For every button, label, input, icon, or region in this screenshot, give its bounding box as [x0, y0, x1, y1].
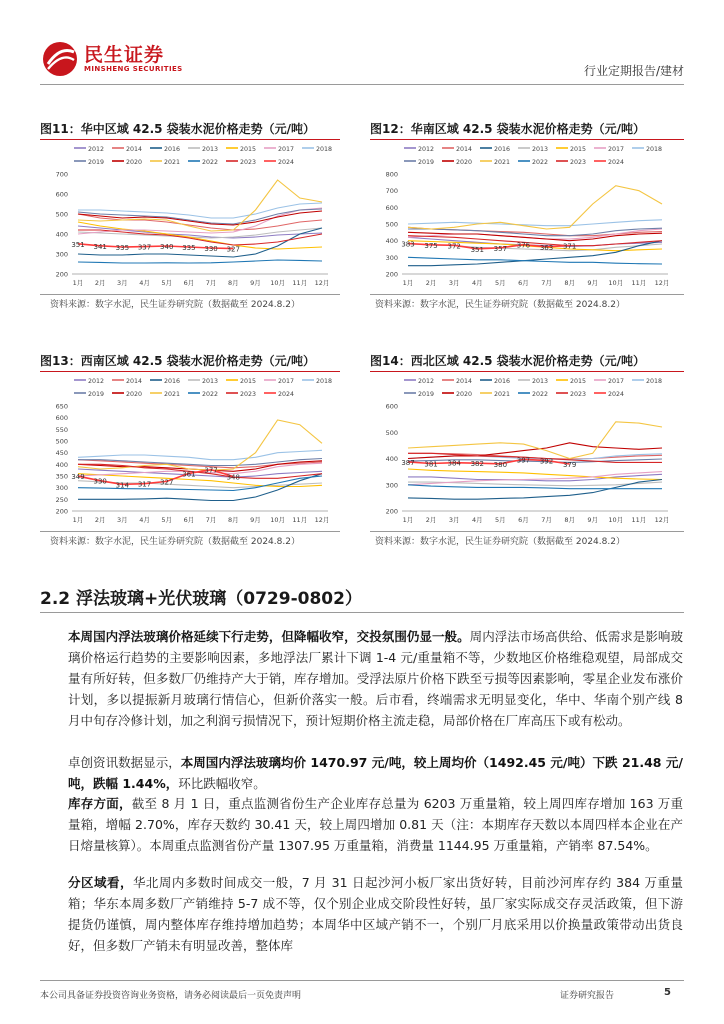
paragraph-4 — [68, 872, 683, 956]
legend-label-2017: 2017 — [608, 378, 625, 385]
legend-label-2023: 2023 — [570, 159, 587, 166]
y-tick-label: 650 — [55, 402, 68, 411]
paragraph-3 — [68, 793, 683, 856]
fig12-chart — [370, 142, 680, 292]
x-tick-label: 6月 — [518, 516, 529, 524]
x-tick-label: 10月 — [608, 516, 624, 524]
data-label-2024: 397 — [516, 456, 531, 465]
y-tick-label: 600 — [55, 414, 68, 423]
section-title: 2.2 浮法玻璃+光伏玻璃（0729-0802） — [40, 589, 362, 609]
data-label-2024: 387 — [401, 458, 415, 467]
paragraph-1 — [68, 626, 683, 731]
data-label-2024: 375 — [424, 241, 438, 250]
fig12-source: 资料来源：数字水泥，民生证券研究院（数据截至 2024.8.2） — [375, 300, 625, 310]
y-tick-label: 600 — [55, 190, 68, 199]
data-label-2024: 317 — [137, 480, 152, 489]
legend-label-2014: 2014 — [456, 146, 473, 153]
x-tick-label: 6月 — [183, 516, 195, 524]
data-label-2024: 341 — [93, 242, 107, 251]
legend-label-2012: 2012 — [418, 378, 435, 385]
legend-label-2023: 2023 — [240, 391, 257, 398]
legend-label-2021: 2021 — [164, 159, 181, 166]
data-label-2024: 348 — [226, 473, 240, 482]
x-tick-label: 9月 — [250, 279, 261, 287]
header-divider — [40, 84, 684, 85]
legend-label-2015: 2015 — [570, 378, 587, 385]
legend-label-2015: 2015 — [240, 378, 257, 385]
paragraph-2 — [68, 752, 683, 794]
data-label-2024: 337 — [137, 243, 152, 252]
brand-name-en: MINSHENG SECURITIES — [84, 65, 183, 73]
legend-label-2012: 2012 — [418, 146, 435, 153]
y-tick-label: 500 — [55, 437, 68, 446]
y-tick-label: 600 — [385, 203, 398, 212]
y-tick-label: 400 — [385, 455, 398, 463]
fig14-title-rule — [370, 371, 684, 372]
footer-divider — [40, 980, 684, 981]
x-tick-label: 2月 — [425, 516, 437, 524]
legend-label-2022: 2022 — [202, 159, 219, 166]
legend-label-2017: 2017 — [278, 378, 295, 385]
x-tick-label: 10月 — [270, 516, 286, 524]
y-tick-label: 400 — [55, 230, 68, 239]
y-tick-label: 300 — [385, 253, 398, 262]
y-tick-label: 550 — [55, 425, 68, 434]
legend-label-2013: 2013 — [532, 146, 549, 153]
x-tick-label: 1月 — [402, 279, 414, 287]
paragraph-3-lead: 库存方面， — [68, 796, 132, 811]
series-line-2018 — [78, 450, 322, 459]
legend-label-2013: 2013 — [532, 378, 549, 385]
legend-label-2022: 2022 — [532, 391, 549, 398]
legend-label-2018: 2018 — [316, 146, 333, 153]
legend-label-2023: 2023 — [240, 159, 257, 166]
legend-label-2024: 2024 — [608, 159, 625, 166]
paragraph-1-body: 周内浮法市场高供给、低需求是影响玻璃价格运行趋势的主要影响因素，多地浮法厂累计下调 1-4 元/重量箱不等，少数地区价格维稳观望，局部成交量有所好转，但多数厂仍维持产大于销，库存增加。受浮法原片价格下跌至亏损等因素影响，零星企业发布涨价计划，多以提振新月玻璃行情信心，但新价落实一般。后市看，终端需求无明显变化，华中、华南个别产线 8 月中旬存冷修计划，加之利润亏损情况下，预计短期价格主流走稳，局部价格在厂库高压下或有松动。 — [68, 629, 683, 728]
data-label-2024: 340 — [160, 243, 174, 251]
section-divider — [40, 612, 684, 613]
x-tick-label: 8月 — [227, 516, 239, 524]
legend-label-2012: 2012 — [88, 146, 105, 153]
paragraph-2-lead: 本周国内浮法玻璃均价 1470.97 元/吨，较上周均价（1492.45 元/吨）下跌 21.48 元/吨，跌幅 1.44%， — [68, 755, 683, 791]
footer-report-label: 证券研究报告 — [560, 991, 615, 1001]
report-type: 行业定期报告/建材 — [583, 64, 684, 78]
legend-label-2019: 2019 — [418, 391, 435, 398]
x-tick-label: 11月 — [292, 516, 308, 524]
x-tick-label: 9月 — [587, 279, 599, 287]
y-tick-label: 400 — [55, 460, 68, 469]
x-tick-label: 3月 — [117, 279, 128, 287]
footer-disclaimer: 本公司具备证券投资咨询业务资格，请务必阅读最后一页免责声明 — [40, 991, 302, 1001]
y-tick-label: 300 — [55, 250, 68, 259]
legend-label-2014: 2014 — [456, 378, 473, 385]
y-tick-label: 350 — [55, 472, 68, 481]
x-tick-label: 12月 — [314, 279, 330, 287]
legend-label-2015: 2015 — [570, 146, 587, 153]
x-tick-label: 4月 — [471, 516, 483, 524]
legend-label-2023: 2023 — [570, 391, 587, 398]
fig14-chart — [370, 374, 680, 529]
x-tick-label: 5月 — [495, 516, 506, 524]
legend-label-2020: 2020 — [456, 391, 473, 398]
x-tick-label: 7月 — [541, 279, 552, 287]
data-label-2024: 314 — [115, 481, 130, 490]
fig13-chart — [40, 374, 340, 529]
x-tick-label: 10月 — [608, 279, 624, 287]
legend-label-2017: 2017 — [608, 146, 625, 153]
data-label-2024: 372 — [447, 242, 461, 251]
legend-label-2017: 2017 — [278, 146, 295, 153]
x-tick-label: 4月 — [139, 516, 150, 524]
legend-label-2016: 2016 — [494, 378, 511, 385]
series-line-2020 — [408, 443, 662, 459]
data-label-2024: 377 — [204, 466, 218, 475]
y-tick-label: 200 — [55, 270, 68, 279]
legend-label-2022: 2022 — [202, 391, 219, 398]
fig11-chart — [40, 142, 340, 292]
data-label-2024: 335 — [115, 244, 130, 252]
x-tick-label: 2月 — [425, 279, 437, 287]
fig14-source-rule — [370, 531, 684, 532]
x-tick-label: 12月 — [654, 279, 670, 287]
x-tick-label: 3月 — [448, 516, 460, 524]
legend-label-2020: 2020 — [126, 391, 143, 398]
legend-label-2018: 2018 — [646, 146, 663, 153]
y-tick-label: 450 — [55, 449, 68, 458]
y-tick-label: 300 — [385, 481, 398, 490]
series-line-2021 — [408, 422, 662, 459]
legend-label-2024: 2024 — [608, 391, 625, 398]
paragraph-4-body: 华北周内多数时间成交一般，7 月 31 日起沙河小板厂家出货好转，目前沙河库存约 384 万重量箱；华东本周多数厂产销维持 5-7 成不等，仅个别企业成交阶段性好转，虽厂家实际成交存灵活政策，但下游提货仍谨慎，周内整体库存维持增加趋势；本周华中区域产销不一，个别厂月底采用以价换量政策带动出货良好，但多数厂产销未有明显改善，整体库 — [68, 875, 683, 953]
series-line-2022 — [408, 257, 662, 264]
data-label-2024: 335 — [182, 244, 196, 252]
y-tick-label: 200 — [385, 507, 398, 516]
data-label-2024: 384 — [447, 459, 461, 468]
data-label-2024: 357 — [493, 244, 508, 253]
legend-label-2012: 2012 — [88, 378, 105, 385]
x-tick-label: 6月 — [183, 279, 195, 287]
data-label-2024: 380 — [493, 460, 508, 469]
y-tick-label: 500 — [385, 428, 398, 437]
x-tick-label: 6月 — [518, 279, 529, 287]
x-tick-label: 11月 — [631, 516, 647, 524]
x-tick-label: 5月 — [161, 516, 173, 524]
fig12-source-rule — [370, 294, 684, 295]
x-tick-label: 8月 — [564, 279, 575, 287]
fig11-source-rule — [40, 294, 340, 295]
x-tick-label: 1月 — [402, 516, 414, 524]
series-line-2022 — [78, 260, 322, 263]
fig13-source-rule — [40, 531, 340, 532]
legend-label-2019: 2019 — [88, 159, 105, 166]
legend-label-2019: 2019 — [88, 391, 105, 398]
fig11-title: 图11：华中区域 42.5 袋装水泥价格走势（元/吨） — [40, 122, 316, 136]
x-tick-label: 5月 — [495, 279, 506, 287]
x-tick-label: 8月 — [227, 279, 239, 287]
x-tick-label: 11月 — [631, 279, 647, 287]
legend-label-2016: 2016 — [164, 378, 181, 385]
fig13-source: 资料来源：数字水泥，民生证券研究院（数据截至 2024.8.2） — [50, 537, 300, 547]
y-tick-label: 200 — [385, 270, 398, 279]
x-tick-label: 12月 — [654, 516, 670, 524]
data-label-2024: 381 — [424, 460, 438, 469]
y-tick-label: 500 — [385, 220, 398, 229]
fig14-title: 图14：西北区域 42.5 袋装水泥价格走势（元/吨） — [370, 354, 646, 368]
x-tick-label: 1月 — [72, 516, 84, 524]
data-label-2024: 371 — [562, 242, 577, 251]
data-label-2024: 351 — [470, 245, 484, 254]
x-tick-label: 3月 — [448, 279, 460, 287]
paragraph-1-lead: 本周国内浮法玻璃价格延续下行走势，但降幅收窄，交投氛围仍显一般。 — [68, 629, 470, 644]
x-tick-label: 2月 — [94, 279, 106, 287]
data-label-2024: 363 — [539, 243, 554, 252]
brand-name: 民生证券 — [84, 44, 165, 66]
paragraph-4-lead: 分区域看， — [68, 875, 133, 890]
x-tick-label: 8月 — [564, 516, 575, 524]
fig11-title-rule — [40, 139, 340, 140]
y-tick-label: 200 — [55, 507, 68, 516]
legend-label-2016: 2016 — [164, 146, 181, 153]
legend-label-2022: 2022 — [532, 159, 549, 166]
y-tick-label: 600 — [385, 402, 398, 411]
x-tick-label: 10月 — [270, 279, 286, 287]
legend-label-2014: 2014 — [126, 378, 143, 385]
data-label-2024: 327 — [160, 478, 174, 487]
x-tick-label: 4月 — [471, 279, 483, 287]
data-label-2024: 330 — [93, 477, 107, 486]
x-tick-label: 11月 — [292, 279, 308, 287]
legend-label-2024: 2024 — [278, 391, 295, 398]
y-tick-label: 800 — [385, 170, 398, 179]
legend-label-2020: 2020 — [456, 159, 473, 166]
legend-label-2021: 2021 — [164, 391, 181, 398]
data-label-2024: 361 — [182, 470, 196, 479]
legend-label-2013: 2013 — [202, 146, 219, 153]
y-tick-label: 700 — [385, 187, 398, 196]
data-label-2024: 382 — [470, 460, 484, 469]
y-tick-label: 400 — [385, 237, 398, 246]
series-line-2012 — [408, 474, 662, 481]
x-tick-label: 7月 — [205, 516, 217, 524]
data-label-2024: 379 — [562, 461, 577, 470]
legend-label-2019: 2019 — [418, 159, 435, 166]
y-tick-label: 700 — [55, 170, 68, 179]
series-line-2021 — [78, 180, 322, 231]
paragraph-3-body: 截至 8 月 1 日，重点监测省份生产企业库存总量为 6203 万重量箱，较上周四库存增加 163 万重量箱，增幅 2.70%，库存天数约 30.41 天，较上周四增加 0.81 天（注：本期库存天数以本周四样本企业在产日熔量核算）。本周重点监测省份产量 1307.95 万重量箱，消费量 1144.95 万重量箱，产销率 87.54%。 — [68, 796, 683, 853]
fig12-title-rule — [370, 139, 684, 140]
data-label-2024: 330 — [204, 245, 218, 253]
y-tick-label: 500 — [55, 210, 68, 219]
x-tick-label: 7月 — [541, 516, 552, 524]
fig14-source: 资料来源：数字水泥，民生证券研究院（数据截至 2024.8.2） — [375, 537, 625, 547]
paragraph-2-pre: 卓创资讯数据显示， — [68, 755, 181, 770]
y-tick-label: 250 — [55, 495, 68, 504]
x-tick-label: 2月 — [94, 516, 106, 524]
data-label-2024: 392 — [539, 457, 554, 466]
data-label-2024: 349 — [71, 473, 85, 482]
x-tick-label: 3月 — [117, 516, 128, 524]
legend-label-2021: 2021 — [494, 391, 511, 398]
y-tick-label: 300 — [55, 484, 68, 493]
legend-label-2018: 2018 — [316, 378, 333, 385]
series-line-2021 — [78, 420, 322, 470]
legend-label-2020: 2020 — [126, 159, 143, 166]
legend-label-2013: 2013 — [202, 378, 219, 385]
legend-label-2018: 2018 — [646, 378, 663, 385]
x-tick-label: 12月 — [314, 516, 330, 524]
x-tick-label: 1月 — [72, 279, 84, 287]
data-label-2024: 351 — [71, 240, 85, 249]
page-number: 5 — [664, 987, 671, 998]
fig11-source: 资料来源：数字水泥，民生证券研究院（数据截至 2024.8.2） — [50, 300, 300, 310]
x-tick-label: 9月 — [250, 516, 261, 524]
series-line-2018 — [408, 220, 662, 226]
data-label-2024: 327 — [226, 245, 240, 254]
legend-label-2016: 2016 — [494, 146, 511, 153]
legend-label-2014: 2014 — [126, 146, 143, 153]
x-tick-label: 5月 — [161, 279, 173, 287]
x-tick-label: 7月 — [205, 279, 217, 287]
legend-label-2021: 2021 — [494, 159, 511, 166]
data-label-2024: 376 — [516, 241, 531, 250]
x-tick-label: 4月 — [139, 279, 150, 287]
data-label-2024: 383 — [401, 240, 415, 249]
paragraph-2-body: 环比跌幅收窄。 — [178, 776, 266, 791]
legend-label-2024: 2024 — [278, 159, 295, 166]
fig13-title-rule — [40, 371, 340, 372]
fig12-title: 图12：华南区域 42.5 袋装水泥价格走势（元/吨） — [370, 122, 646, 136]
x-tick-label: 9月 — [587, 516, 599, 524]
legend-label-2015: 2015 — [240, 146, 257, 153]
fig13-title: 图13：西南区域 42.5 袋装水泥价格走势（元/吨） — [40, 354, 316, 368]
